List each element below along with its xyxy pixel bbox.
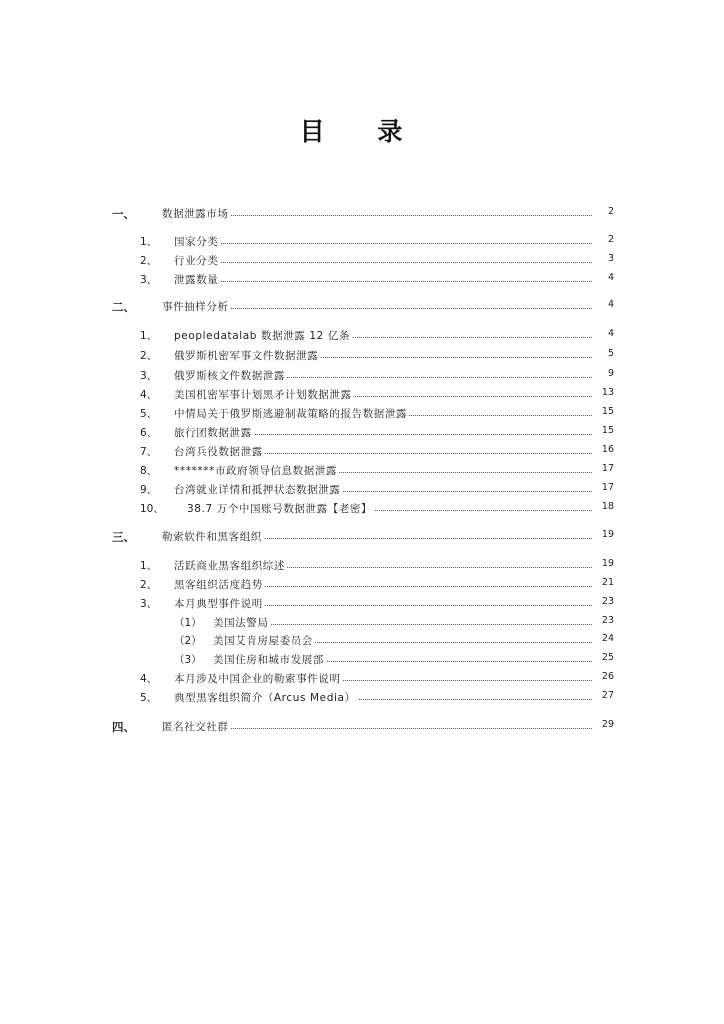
toc-entry-label: 典型黑客组织简介（Arcus Media）: [174, 692, 356, 704]
toc-entry-label: *******市政府领导信息数据泄露: [174, 465, 338, 477]
toc-entry-number: 10、: [140, 503, 164, 515]
toc-entry[interactable]: [0, 719, 724, 737]
toc-entry-number: 2、: [140, 579, 158, 591]
toc-entry-page: 2: [592, 206, 614, 217]
toc-entry-number: 三、: [112, 530, 135, 544]
toc-entry-number: 6、: [140, 427, 158, 439]
toc-entry-label: 38.7 万个中国账号数据泄露【老密】: [187, 503, 373, 515]
toc-entry-page: 27: [592, 690, 614, 701]
toc-entry[interactable]: [0, 482, 724, 500]
toc-entry-label: 泄露数量: [174, 274, 219, 286]
toc-entry[interactable]: [0, 253, 724, 271]
toc-entry[interactable]: [0, 348, 724, 366]
toc-entry-label: 活跃商业黑客组织综述: [174, 560, 285, 572]
toc-entry-number: 5、: [140, 692, 158, 704]
toc-entry[interactable]: [0, 368, 724, 386]
toc-entry-label: 本月涉及中国企业的勒索事件说明: [174, 673, 341, 685]
toc-entry-number: 5、: [140, 408, 158, 420]
toc-entry[interactable]: [0, 299, 724, 317]
toc-entry[interactable]: [0, 652, 724, 670]
toc-entry-label: 美国艾肯房屋委员会: [213, 635, 313, 647]
toc-entry-page: 18: [592, 501, 614, 512]
toc-entry[interactable]: [0, 501, 724, 519]
toc-entry-label: 台湾兵役数据泄露: [174, 446, 263, 458]
toc-entry-page: 25: [592, 652, 614, 663]
toc-entry-page: 21: [592, 577, 614, 588]
toc-entry-page: 13: [592, 387, 614, 398]
toc-entry[interactable]: [0, 529, 724, 547]
toc-entry-page: 5: [592, 348, 614, 359]
toc-entry-label: 俄罗斯机密军事文件数据泄露: [174, 350, 319, 362]
toc-entry[interactable]: [0, 463, 724, 481]
toc-entry[interactable]: [0, 234, 724, 252]
toc-entry[interactable]: [0, 425, 724, 443]
toc-entry-label: 数据泄露市场: [162, 208, 229, 220]
toc-entry-page: 26: [592, 671, 614, 682]
toc-entry[interactable]: [0, 596, 724, 614]
toc-entry-number: 1、: [140, 236, 158, 248]
toc-entry-page: 16: [592, 444, 614, 455]
toc-entry-number: 7、: [140, 446, 158, 458]
toc-entry-page: 23: [592, 596, 614, 607]
toc-entry-number: 1、: [140, 330, 158, 342]
toc-entry-label: 黑客组织活度趋势: [174, 579, 263, 591]
toc-entry-page: 4: [592, 328, 614, 339]
toc-entry-page: 17: [592, 463, 614, 474]
toc-entry-number: 3、: [140, 370, 158, 382]
toc-entry-number: 四、: [112, 720, 135, 734]
toc-entry-number: （3）: [174, 654, 202, 666]
toc-entry-page: 15: [592, 425, 614, 436]
toc-entry-number: 2、: [140, 350, 158, 362]
toc-entry-number: 4、: [140, 673, 158, 685]
toc-entry-page: 24: [592, 633, 614, 644]
toc-entry-page: 23: [592, 615, 614, 626]
toc-entry[interactable]: [0, 615, 724, 633]
toc-entry-label: peopledatalab 数据泄露 12 亿条: [174, 330, 351, 342]
toc-entry[interactable]: [0, 577, 724, 595]
toc-entry-label: 旅行团数据泄露: [174, 427, 252, 439]
toc-entry-page: 2: [592, 234, 614, 245]
toc-entry-number: 4、: [140, 389, 158, 401]
toc-entry-page: 19: [592, 558, 614, 569]
toc-entry[interactable]: [0, 633, 724, 651]
toc-entry-page: 4: [592, 272, 614, 283]
toc-entry-number: 8、: [140, 465, 158, 477]
toc-entry-label: 美国住房和城市发展部: [213, 654, 324, 666]
toc-entry[interactable]: [0, 406, 724, 424]
toc-leader-dots: [213, 624, 600, 625]
toc-entry-label: 事件抽样分析: [162, 301, 229, 313]
toc-entry[interactable]: [0, 444, 724, 462]
toc-entry-page: 19: [592, 529, 614, 540]
toc-leader-dots: [174, 281, 600, 282]
toc-entry-number: 二、: [112, 300, 135, 314]
toc-entry-label: 勒索软件和黑客组织: [162, 531, 262, 543]
toc-entry-number: 1、: [140, 560, 158, 572]
toc-entry-label: 台湾就业详情和抵押状态数据泄露: [174, 484, 341, 496]
toc-entry[interactable]: [0, 558, 724, 576]
toc-entry[interactable]: [0, 690, 724, 708]
toc-entry-label: 行业分类: [174, 255, 219, 267]
toc-entry[interactable]: [0, 328, 724, 346]
toc-entry[interactable]: [0, 671, 724, 689]
toc-entry-page: 9: [592, 368, 614, 379]
toc-entry-number: 一、: [112, 207, 135, 221]
toc-entry[interactable]: [0, 272, 724, 290]
toc-leader-dots: [174, 243, 600, 244]
toc-entry-label: 本月典型事件说明: [174, 598, 263, 610]
toc-entry-label: 中情局关于俄罗斯逃避制裁策略的报告数据泄露: [174, 408, 408, 420]
toc-entry-number: （2）: [174, 635, 202, 647]
toc-entry[interactable]: [0, 387, 724, 405]
toc-entry-label: 俄罗斯核文件数据泄露: [174, 370, 285, 382]
toc-entry-number: 3、: [140, 598, 158, 610]
toc-entry-number: 9、: [140, 484, 158, 496]
toc-entry-page: 15: [592, 406, 614, 417]
toc-entry-page: 17: [592, 482, 614, 493]
toc-entry-page: 4: [592, 299, 614, 310]
toc-entry-label: 美国机密军事计划黑矛计划数据泄露: [174, 389, 352, 401]
toc-entry-page: 29: [592, 719, 614, 730]
toc-entry-number: 2、: [140, 255, 158, 267]
toc-entry-number: （1）: [174, 617, 202, 629]
toc-entry-label: 匿名社交社群: [162, 721, 229, 733]
toc-entry-label: 国家分类: [174, 236, 219, 248]
toc-leader-dots: [174, 262, 600, 263]
toc-entry-label: 美国法警局: [213, 617, 269, 629]
page-title: 目 录: [299, 117, 425, 146]
toc-entry-number: 3、: [140, 274, 158, 286]
toc-entry-page: 3: [592, 253, 614, 264]
toc-entry[interactable]: [0, 206, 724, 224]
